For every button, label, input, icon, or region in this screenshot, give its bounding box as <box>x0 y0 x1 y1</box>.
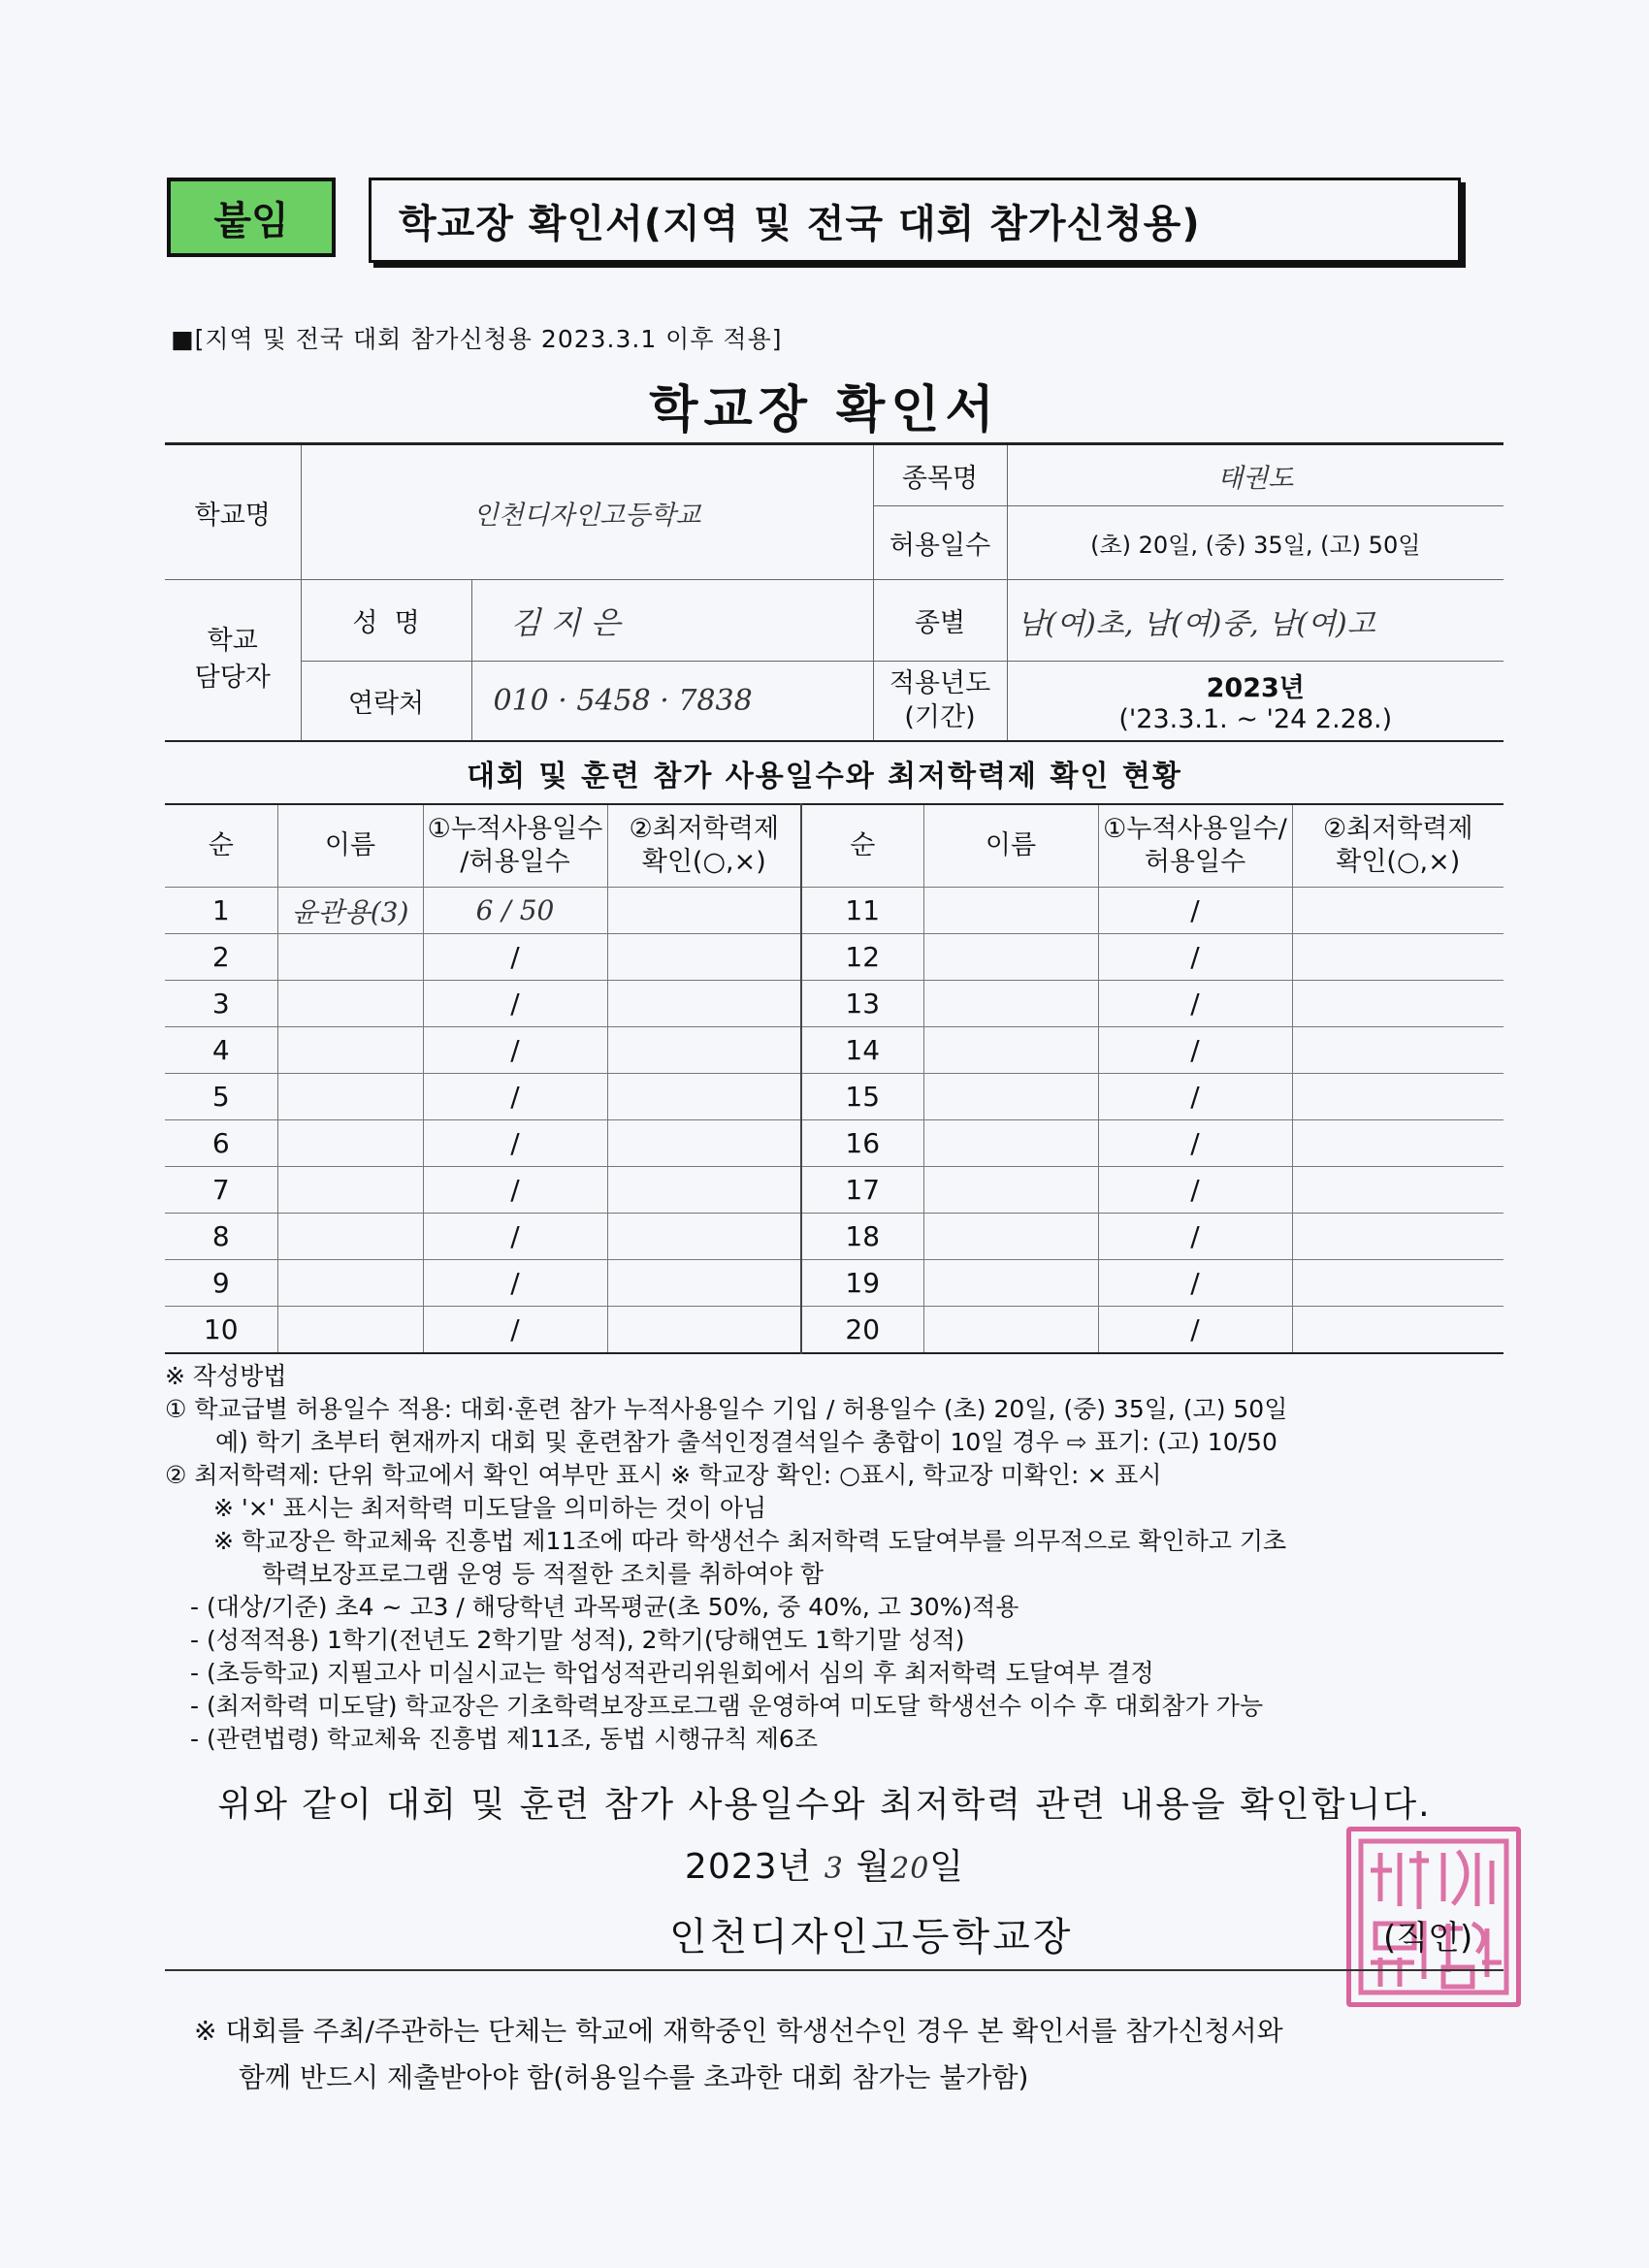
allowed-days-value: (초) 20일, (중) 35일, (고) 50일 <box>1007 506 1504 580</box>
minimum-achievement-check <box>607 888 801 934</box>
row-number: 13 <box>801 981 923 1027</box>
instruction-line: - (최저학력 미도달) 학교장은 기초학력보장프로그램 운영하여 미도달 학생선수 이수 후 대회참가 가능 <box>190 1692 1264 1720</box>
minimum-achievement-check <box>1292 934 1504 981</box>
column-header: ①누적사용일수/ 허용일수 <box>1098 804 1292 888</box>
school-name-value: 인천디자인고등학교 <box>301 444 873 580</box>
period-value: ('23.3.1. ~ '24 2.28.) <box>1118 704 1393 735</box>
instruction-line: 학력보장프로그램 운영 등 적절한 조치를 취하여야 함 <box>262 1560 824 1588</box>
minimum-achievement-check <box>1292 1120 1504 1167</box>
column-header: ①누적사용일수 /허용일수 <box>423 804 607 888</box>
table-row <box>165 1074 1504 1120</box>
page-title: 학교장 확인서 <box>649 381 1000 439</box>
footer-note <box>194 2008 1494 2101</box>
instructions-block <box>165 1360 1504 1756</box>
minimum-achievement-check <box>1292 1214 1504 1260</box>
manager-label: 학교 담당자 <box>165 580 301 741</box>
gender-label: 종별 <box>873 580 1007 662</box>
instruction-line: ① 학교급별 허용일수 적용: 대회·훈련 참가 누적사용일수 기입 / 허용일수 (초) 20일, (중) 35일, (고) 50일 <box>165 1395 1288 1423</box>
row-number: 16 <box>801 1120 923 1167</box>
school-info-table <box>165 442 1504 742</box>
days-used-over-allowed: / <box>1098 934 1292 981</box>
row-number: 1 <box>165 888 277 934</box>
date-day: 20 <box>890 1852 930 1886</box>
days-used-over-allowed: / <box>423 1167 607 1214</box>
student-name <box>923 888 1098 934</box>
days-used-over-allowed: / <box>423 934 607 981</box>
footer-note-line: ※ 대회를 주최/주관하는 단체는 학교에 재학중인 학생선수인 경우 본 확인서를 참가신청서와 <box>194 2015 1283 2047</box>
instruction-line: - (대상/기준) 초4 ~ 고3 / 해당학년 과목평균(초 50%, 중 40%, 고 30%)적용 <box>190 1593 1019 1621</box>
minimum-achievement-check <box>607 1027 801 1074</box>
date-year: 2023년 <box>684 1847 813 1887</box>
row-number: 8 <box>165 1214 277 1260</box>
table-row <box>165 1027 1504 1074</box>
table-row <box>165 1167 1504 1214</box>
days-used-over-allowed: / <box>423 1307 607 1354</box>
attachment-badge: 붙임 <box>167 178 336 257</box>
sport-value: 태권도 <box>1007 444 1504 506</box>
student-name <box>277 1074 423 1120</box>
days-used-over-allowed: / <box>423 981 607 1027</box>
minimum-achievement-check <box>1292 981 1504 1027</box>
column-header: 이름 <box>277 804 423 888</box>
days-used-over-allowed: / <box>1098 1120 1292 1167</box>
student-name <box>277 1027 423 1074</box>
instruction-line: 예) 학기 초부터 현재까지 대회 및 훈련참가 출석인정결석일수 총합이 10일 경우 ⇨ 표기: (고) 10/50 <box>215 1428 1277 1456</box>
row-number: 2 <box>165 934 277 981</box>
student-name <box>277 1120 423 1167</box>
footer-divider <box>165 1969 1504 1971</box>
days-used-over-allowed: / <box>423 1027 607 1074</box>
date-month: 3 <box>824 1852 844 1886</box>
row-number: 12 <box>801 934 923 981</box>
allowed-days-label: 허용일수 <box>873 506 1007 580</box>
instruction-line: - (성적적용) 1학기(전년도 2학기말 성적), 2학기(당해연도 1학기말 성적) <box>190 1626 965 1654</box>
student-name <box>277 1307 423 1354</box>
student-name <box>923 1307 1098 1354</box>
row-number: 10 <box>165 1307 277 1354</box>
row-number: 17 <box>801 1167 923 1214</box>
contact-label: 연락처 <box>301 662 471 741</box>
date-month-unit: 월 <box>856 1847 891 1887</box>
student-name <box>277 981 423 1027</box>
minimum-achievement-check <box>1292 1074 1504 1120</box>
name-label: 성 명 <box>301 580 471 662</box>
table-row <box>165 934 1504 981</box>
instruction-line: - (관련법령) 학교체육 진흥법 제11조, 동법 시행규칙 제6조 <box>190 1725 818 1753</box>
table-row <box>165 1214 1504 1260</box>
column-header: 순 <box>801 804 923 888</box>
row-number: 18 <box>801 1214 923 1260</box>
column-header: 순 <box>165 804 277 888</box>
minimum-achievement-check <box>607 1260 801 1307</box>
minimum-achievement-check <box>607 1307 801 1354</box>
footer-note-line: 함께 반드시 제출받아야 함(허용일수를 초과한 대회 참가는 불가함) <box>239 2061 1029 2093</box>
student-name <box>277 1167 423 1214</box>
applicability-note: ■[지역 및 전국 대회 참가신청용 2023.3.1 이후 적용] <box>171 325 783 353</box>
table-row <box>165 888 1504 934</box>
days-used-over-allowed: / <box>1098 1260 1292 1307</box>
student-name <box>923 981 1098 1027</box>
manager-name-value: 김 지 은 <box>471 580 873 662</box>
year-value: 2023년 <box>1206 673 1305 704</box>
row-number: 11 <box>801 888 923 934</box>
days-used-over-allowed: / <box>1098 1167 1292 1214</box>
row-number: 19 <box>801 1260 923 1307</box>
row-number: 20 <box>801 1307 923 1354</box>
instruction-line: ※ 학교장은 학교체육 진흥법 제11조에 따라 학생선수 최저학력 도달여부를 의무적으로 확인하고 기초 <box>213 1527 1287 1555</box>
student-name <box>923 1074 1098 1120</box>
sport-label: 종목명 <box>873 444 1007 506</box>
minimum-achievement-check <box>607 1167 801 1214</box>
days-used-over-allowed: / <box>1098 1307 1292 1354</box>
row-number: 14 <box>801 1027 923 1074</box>
student-name <box>923 1167 1098 1214</box>
minimum-achievement-check <box>607 934 801 981</box>
participation-table <box>165 803 1504 1354</box>
days-used-over-allowed: / <box>1098 1074 1292 1120</box>
days-used-over-allowed: / <box>423 1214 607 1260</box>
days-used-over-allowed: 6 / 50 <box>423 888 607 934</box>
table-row <box>165 1260 1504 1307</box>
column-header: ②최저학력제 확인(○,×) <box>1292 804 1504 888</box>
student-name <box>277 1260 423 1307</box>
table-row <box>165 1307 1504 1354</box>
table-header-row <box>165 804 1504 888</box>
date-day-unit: 일 <box>929 1847 965 1887</box>
row-number: 4 <box>165 1027 277 1074</box>
days-used-over-allowed: / <box>423 1260 607 1307</box>
row-number: 5 <box>165 1074 277 1120</box>
minimum-achievement-check <box>1292 1307 1504 1354</box>
minimum-achievement-check <box>607 1074 801 1120</box>
minimum-achievement-check <box>1292 1027 1504 1074</box>
row-number: 7 <box>165 1167 277 1214</box>
student-name <box>923 1027 1098 1074</box>
seal-label: (직인) <box>1383 1919 1473 1958</box>
contact-value: 010 · 5458 · 7838 <box>471 662 873 741</box>
instruction-line: ② 최저학력제: 단위 학교에서 확인 여부만 표시 ※ 학교장 확인: ○표시, 학교장 미확인: × 표시 <box>165 1461 1162 1489</box>
days-used-over-allowed: / <box>423 1120 607 1167</box>
table-row <box>165 1120 1504 1167</box>
instruction-line: ※ '×' 표시는 최저학력 미도달을 의미하는 것이 아님 <box>213 1494 767 1522</box>
year-label: 적용년도 (기간) <box>873 662 1007 741</box>
column-header: ②최저학력제 확인(○,×) <box>607 804 801 888</box>
section-title: 대회 및 훈련 참가 사용일수와 최저학력제 확인 현황 <box>467 760 1182 794</box>
days-used-over-allowed: / <box>1098 1214 1292 1260</box>
row-number: 6 <box>165 1120 277 1167</box>
minimum-achievement-check <box>607 1214 801 1260</box>
student-name <box>923 1214 1098 1260</box>
days-used-over-allowed: / <box>1098 888 1292 934</box>
row-number: 9 <box>165 1260 277 1307</box>
days-used-over-allowed: / <box>1098 981 1292 1027</box>
student-name <box>277 1214 423 1260</box>
days-used-over-allowed: / <box>423 1074 607 1120</box>
student-name <box>923 934 1098 981</box>
student-name <box>923 1120 1098 1167</box>
student-name <box>923 1260 1098 1307</box>
school-name-label: 학교명 <box>165 444 301 580</box>
row-number: 15 <box>801 1074 923 1120</box>
minimum-achievement-check <box>1292 888 1504 934</box>
instruction-line: - (초등학교) 지필고사 미실시교는 학업성적관리위원회에서 심의 후 최저학력 도달여부 결정 <box>190 1659 1154 1687</box>
column-header: 이름 <box>923 804 1098 888</box>
days-used-over-allowed: / <box>1098 1027 1292 1074</box>
student-name: 윤관용(3) <box>277 888 423 934</box>
gender-value: 남(여)초, 남(여)중, 남(여)고 <box>1007 580 1504 662</box>
row-number: 3 <box>165 981 277 1027</box>
minimum-achievement-check <box>1292 1167 1504 1214</box>
minimum-achievement-check <box>1292 1260 1504 1307</box>
instruction-line: ※ 작성방법 <box>165 1362 287 1390</box>
minimum-achievement-check <box>607 981 801 1027</box>
table-row <box>165 981 1504 1027</box>
confirmation-statement: 위와 같이 대회 및 훈련 참가 사용일수와 최저학력 관련 내용을 확인합니다. <box>217 1785 1432 1825</box>
principal-name: 인천디자인고등학교장 <box>669 1915 1074 1960</box>
minimum-achievement-check <box>607 1120 801 1167</box>
student-name <box>277 934 423 981</box>
year-cell <box>1007 662 1504 741</box>
document-header-title: 학교장 확인서(지역 및 전국 대회 참가신청용) <box>369 178 1461 263</box>
